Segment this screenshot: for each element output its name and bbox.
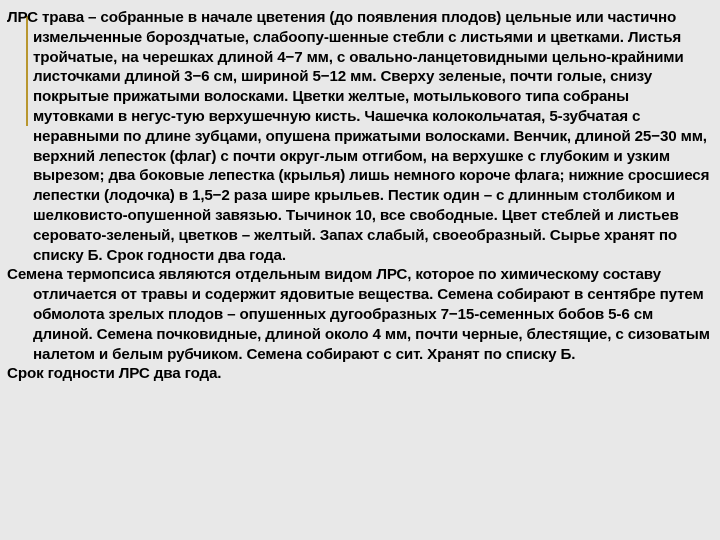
paragraph-seeds-description: Семена термопсиса являются отдельным видом ЛРС, которое по химическому составу отличается от травы и содержит ядовитые вещества. Семена собирают в сентябре путем обмолота зрелых плодов – опушенных дугообразных 7−15-семенных бобов 5-6 см длиной. Семена почковидные, длиной около 4 мм, почти черные, блестящие, с сизоватым налетом и белым рубчиком. Семена собирают с сит. Хранят по списку Б. xyxy=(7,266,710,363)
paragraph-shelf-life: Срок годности ЛРС два года. xyxy=(7,365,222,383)
paragraph-herb-description: ЛРС трава – собранные в начале цветения (до появления плодов) цельные или частично измельченные бороздчатые, слабоопу-шенные стебли с листьями и цветками. Листья тройчатые, на черешках длиной 4−7 мм, с овально-ланцетовидными цельно-крайними листочками длиной 3−6 см, шириной 5−12 мм. Сверху зеленые, почти голые, снизу покрытые прижатыми волосками. Цветки желтые, мотылькового типа собраны мутовками в негус-тую верхушечную кисть. Чашечка колокольчатая, 5-зубчатая с неравными по длине зубцами, опушена прижатыми волосками. Венчик, длиной 25−30 мм, верхний лепесток (флаг) с почти округ-лым отгибом, на верхушке с глубоким и узким вырезом; два боковые лепестка (крылья) лишь немного короче флага; нижние сросшиеся лепестки (лодочка) в 1,5−2 раза шире крыльев. Пестик один – с длинным столбиком и шелковисто-опушенной завязью. Тычинок 10, все свободные. Цвет стеблей и листьев серовато-зеленый, цветков – желтый. Запах слабый, своеобразный. Сырье хранят по списку Б. Срок годности два года. xyxy=(7,9,710,264)
text-block xyxy=(7,8,713,384)
